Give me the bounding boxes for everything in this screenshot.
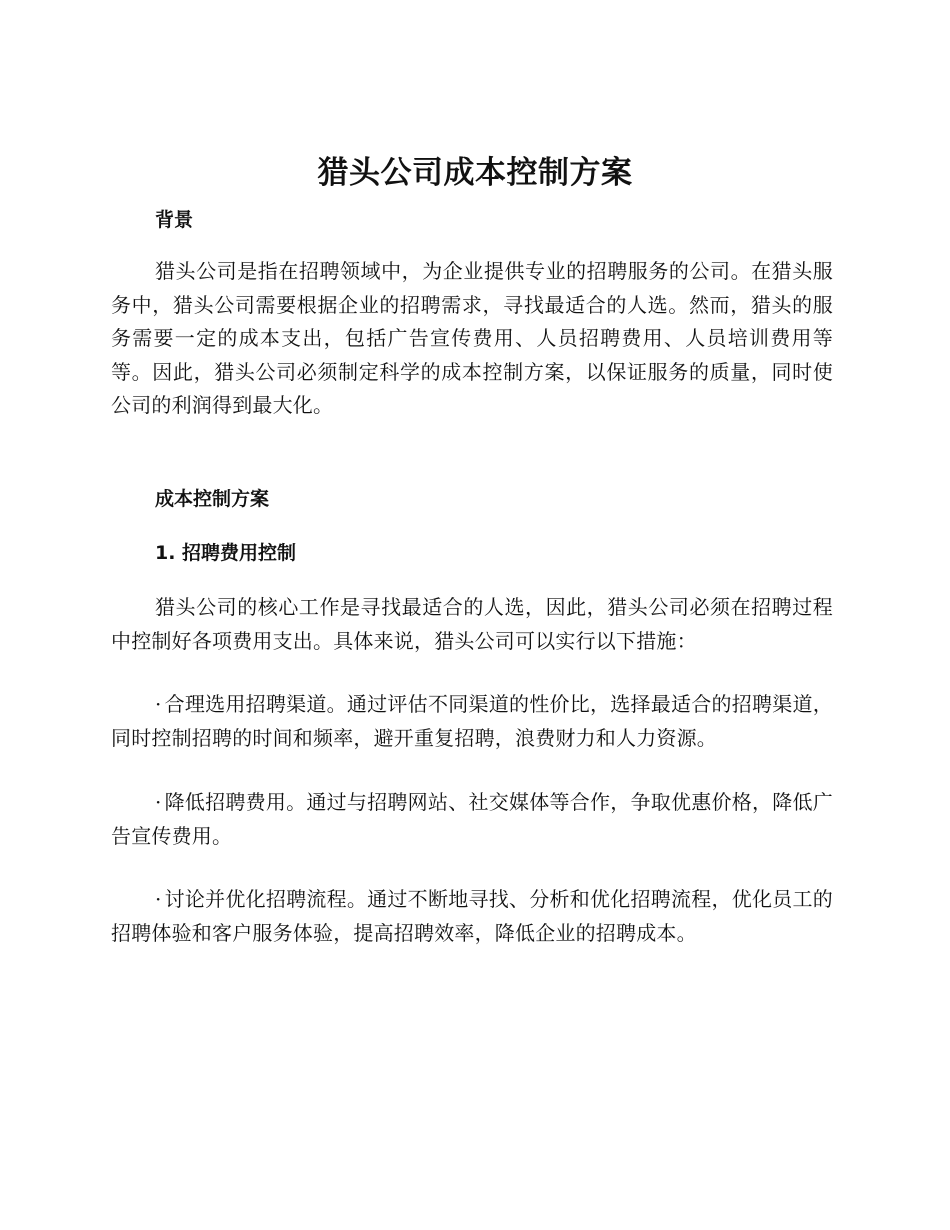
bullet-item (111, 786, 833, 853)
bullet-dot: · (155, 790, 162, 814)
bullet-text: 合理选用招聘渠道。通过评估不同渠道的性价比，选择最适合的招聘渠道，同时控制招聘的时间和频率，避开重复招聘，浪费财力和人力资源。 (111, 692, 833, 750)
bullet-dot: · (155, 887, 162, 911)
document-title: 猎头公司成本控制方案 (317, 155, 633, 191)
bullet-dot: · (155, 692, 162, 716)
recruitment-intro-paragraph: 猎头公司的核心工作是寻找最适合的人选，因此，猎头公司必须在招聘过程中控制好各项费用支出。具体来说，猎头公司可以实行以下措施： (111, 595, 833, 653)
bullet-text: 降低招聘费用。通过与招聘网站、社交媒体等合作，争取优惠价格，降低广告宣传费用。 (111, 790, 833, 848)
background-paragraph: 猎头公司是指在招聘领域中，为企业提供专业的招聘服务的公司。在猎头服务中，猎头公司需要根据企业的招聘需求，寻找最适合的人选。然而，猎头的服务需要一定的成本支出，包括广告宣传费用、人员招聘费用、人员培训费用等等。因此，猎头公司必须制定科学的成本控制方案，以保证服务的质量，同时使公司的利润得到最大化。 (111, 259, 833, 417)
subheading-recruitment-cost: 1. 招聘费用控制 (155, 542, 297, 564)
section-heading-background: 背景 (155, 209, 194, 231)
bullet-item (111, 688, 833, 755)
section-heading-cost-control: 成本控制方案 (155, 488, 270, 510)
bullet-text: 讨论并优化招聘流程。通过不断地寻找、分析和优化招聘流程，优化员工的招聘体验和客户服务体验，提高招聘效率，降低企业的招聘成本。 (111, 887, 833, 945)
bullet-item (111, 883, 833, 950)
